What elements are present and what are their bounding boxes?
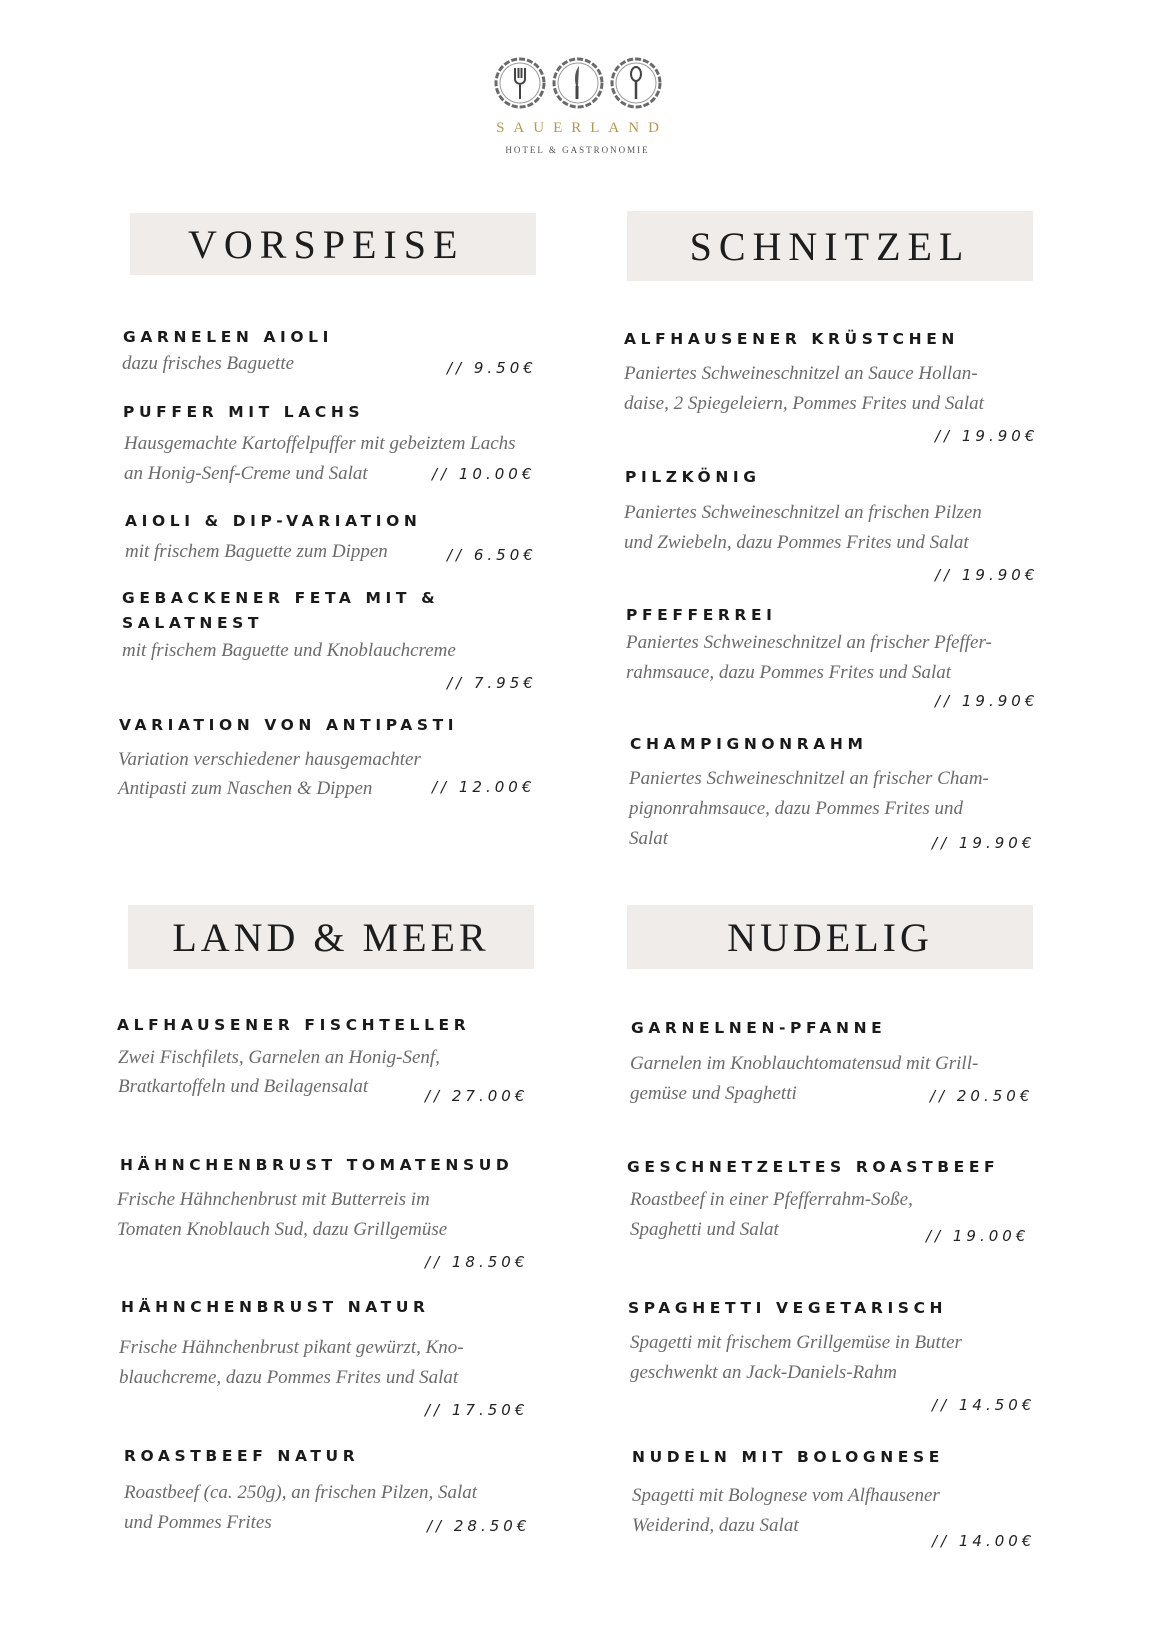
- item-desc-alfhausener-kruestchen: Paniertes Schweineschnitzel an Sauce Hollan-: [624, 363, 978, 384]
- item-price-puffer-mit-lachs: // 10.00€: [432, 465, 536, 483]
- item-desc-spaghetti-vegetarisch: geschwenkt an Jack-Daniels-Rahm: [630, 1362, 897, 1383]
- item-name-roastbeef-natur: ROASTBEEF NATUR: [124, 1447, 360, 1465]
- item-desc-alfhausener-fischteller: Bratkartoffeln und Beilagensalat: [118, 1076, 369, 1097]
- spoon-icon: [609, 56, 663, 110]
- item-desc-geschnetzeltes-roastbeef: Spaghetti und Salat: [630, 1219, 779, 1240]
- section-title-land-meer: LAND & MEER: [128, 905, 534, 969]
- item-price-roastbeef-natur: // 28.50€: [427, 1517, 531, 1535]
- item-desc-haehnchenbrust-natur: Frische Hähnchenbrust pikant gewürzt, Kno-: [119, 1337, 464, 1358]
- item-desc-pilzkoenig: Paniertes Schweineschnitzel an frischen Pilzen: [624, 502, 982, 523]
- item-price-gebackener-feta: // 7.95€: [447, 674, 537, 692]
- item-desc-gebackener-feta: mit frischem Baguette und Knoblauchcreme: [122, 640, 456, 661]
- item-name-champignonrahm: CHAMPIGNONRAHM: [630, 735, 868, 753]
- section-title-schnitzel: SCHNITZEL: [627, 211, 1033, 281]
- knife-icon: [551, 56, 605, 110]
- item-desc-haehnchenbrust-tomatensud: Frische Hähnchenbrust mit Butterreis im: [117, 1189, 430, 1210]
- item-desc-garnelen-aioli: dazu frisches Baguette: [122, 353, 295, 374]
- item-price-haehnchenbrust-natur: // 17.50€: [425, 1401, 529, 1419]
- item-price-garnelnen-pfanne: // 20.50€: [930, 1087, 1034, 1105]
- item-name-alfhausener-fischteller: ALFHAUSENER FISCHTELLER: [117, 1016, 471, 1034]
- item-desc-champignonrahm: Paniertes Schweineschnitzel an frischer Cham-: [629, 768, 989, 789]
- logo-icons: [0, 56, 1155, 110]
- item-name-pfefferrei: PFEFFERREI: [626, 606, 777, 624]
- item-name-pilzkoenig: PILZKÖNIG: [625, 468, 761, 486]
- item-price-alfhausener-fischteller: // 27.00€: [425, 1087, 529, 1105]
- item-desc-pilzkoenig: und Zwiebeln, dazu Pommes Frites und Salat: [624, 532, 969, 553]
- item-desc-puffer-mit-lachs: Hausgemachte Kartoffelpuffer mit gebeiztem Lachs: [124, 433, 516, 454]
- logo-name: SAUERLAND: [496, 120, 668, 136]
- item-name-garnelnen-pfanne: GARNELNEN-PFANNE: [631, 1019, 887, 1037]
- item-name-geschnetzeltes-roastbeef: GESCHNETZELTES ROASTBEEF: [627, 1158, 1000, 1176]
- item-desc-haehnchenbrust-natur: blauchcreme, dazu Pommes Frites und Salat: [119, 1367, 459, 1388]
- item-desc-geschnetzeltes-roastbeef: Roastbeef in einer Pfefferrahm-Soße,: [630, 1189, 913, 1210]
- item-desc-garnelnen-pfanne: gemüse und Spaghetti: [630, 1083, 797, 1104]
- item-name-variation-antipasti: VARIATION VON ANTIPASTI: [119, 716, 459, 734]
- item-desc-roastbeef-natur: und Pommes Frites: [124, 1512, 272, 1533]
- item-name-haehnchenbrust-natur: HÄHNCHENBRUST NATUR: [121, 1298, 430, 1316]
- item-desc-variation-antipasti: Antipasti zum Naschen & Dippen: [118, 778, 373, 799]
- item-price-champignonrahm: // 19.90€: [932, 834, 1036, 852]
- item-desc-garnelnen-pfanne: Garnelen im Knoblauchtomatensud mit Grill-: [630, 1053, 979, 1074]
- item-name-alfhausener-kruestchen: ALFHAUSENER KRÜSTCHEN: [624, 330, 959, 348]
- item-desc-puffer-mit-lachs: an Honig-Senf-Creme und Salat: [124, 463, 368, 484]
- item-desc-nudeln-mit-bolognese: Weiderind, dazu Salat: [632, 1515, 799, 1536]
- item-name-puffer-mit-lachs: PUFFER MIT LACHS: [123, 403, 365, 421]
- item-desc-alfhausener-kruestchen: daise, 2 Spiegeleiern, Pommes Frites und Salat: [624, 393, 984, 414]
- logo: [0, 56, 1155, 155]
- item-name-gebackener-feta: GEBACKENER FETA MIT &: [122, 589, 440, 607]
- item-name-haehnchenbrust-tomatensud: HÄHNCHENBRUST TOMATENSUD: [120, 1156, 514, 1174]
- item-price-alfhausener-kruestchen: // 19.90€: [935, 427, 1039, 445]
- item-price-aioli-dip-variation: // 6.50€: [447, 546, 537, 564]
- item-name-spaghetti-vegetarisch: SPAGHETTI VEGETARISCH: [628, 1299, 948, 1317]
- item-desc-champignonrahm: Salat: [629, 828, 669, 849]
- item-price-variation-antipasti: // 12.00€: [432, 778, 536, 796]
- logo-subtitle: HOTEL & GASTRONOMIE: [505, 145, 650, 155]
- item-price-nudeln-mit-bolognese: // 14.00€: [932, 1532, 1036, 1550]
- section-title-nudelig: NUDELIG: [627, 905, 1033, 969]
- item-desc-pfefferrei: Paniertes Schweineschnitzel an frischer Pfeffer-: [626, 632, 992, 653]
- item-desc-spaghetti-vegetarisch: Spagetti mit frischem Grillgemüse in Butter: [630, 1332, 962, 1353]
- item-price-geschnetzeltes-roastbeef: // 19.00€: [926, 1227, 1030, 1245]
- item-name-gebackener-feta: SALATNEST: [122, 614, 264, 632]
- item-desc-aioli-dip-variation: mit frischem Baguette zum Dippen: [125, 541, 388, 562]
- item-desc-champignonrahm: pignonrahmsauce, dazu Pommes Frites und: [629, 798, 964, 819]
- item-price-pfefferrei: // 19.90€: [935, 692, 1039, 710]
- item-price-pilzkoenig: // 19.90€: [935, 566, 1039, 584]
- item-price-garnelen-aioli: // 9.50€: [447, 359, 537, 377]
- item-desc-haehnchenbrust-tomatensud: Tomaten Knoblauch Sud, dazu Grillgemüse: [117, 1219, 448, 1240]
- item-desc-alfhausener-fischteller: Zwei Fischfilets, Garnelen an Honig-Senf,: [118, 1047, 440, 1068]
- item-desc-roastbeef-natur: Roastbeef (ca. 250g), an frischen Pilzen, Salat: [124, 1482, 478, 1503]
- item-name-nudeln-mit-bolognese: NUDELN MIT BOLOGNESE: [632, 1448, 944, 1466]
- item-name-aioli-dip-variation: AIOLI & DIP-VARIATION: [125, 512, 422, 530]
- item-price-haehnchenbrust-tomatensud: // 18.50€: [425, 1253, 529, 1271]
- item-name-garnelen-aioli: GARNELEN AIOLI: [123, 328, 334, 346]
- section-title-vorspeise: VORSPEISE: [130, 213, 536, 275]
- fork-icon: [493, 56, 547, 110]
- item-desc-nudeln-mit-bolognese: Spagetti mit Bolognese vom Alfhausener: [632, 1485, 940, 1506]
- item-desc-variation-antipasti: Variation verschiedener hausgemachter: [118, 749, 421, 770]
- item-price-spaghetti-vegetarisch: // 14.50€: [932, 1396, 1036, 1414]
- item-desc-pfefferrei: rahmsauce, dazu Pommes Frites und Salat: [626, 662, 952, 683]
